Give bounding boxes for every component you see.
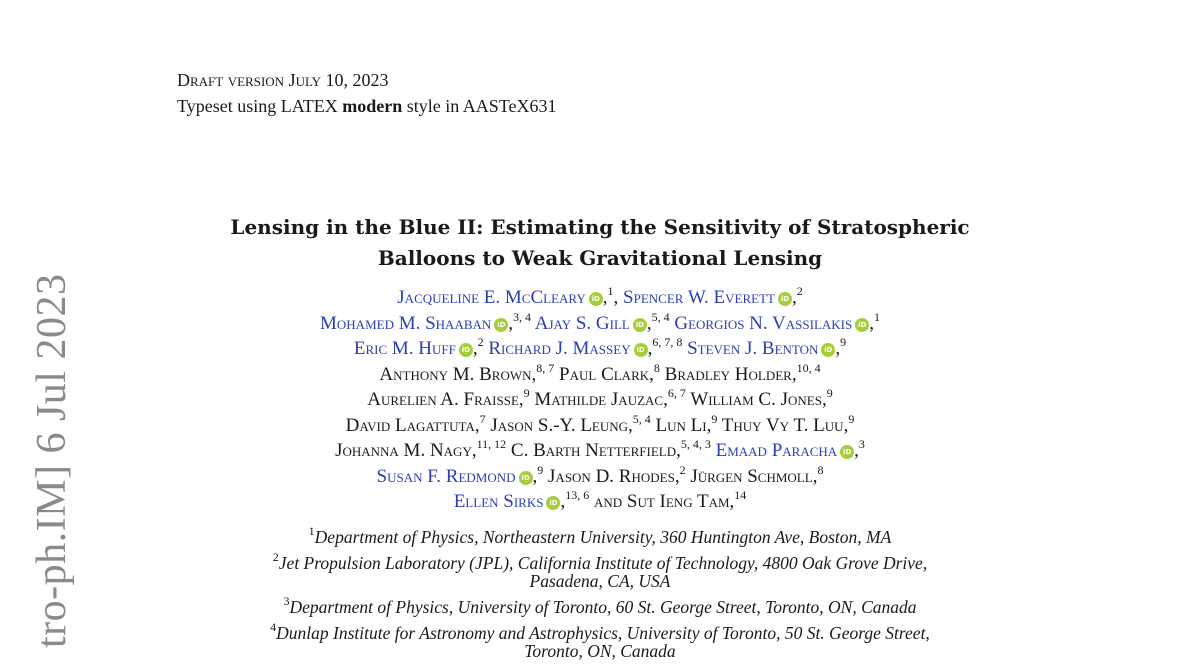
orcid-icon[interactable]: iD: [821, 343, 835, 357]
author-name[interactable]: Richard J. Massey: [488, 338, 631, 359]
author-line: Aurelien A. Fraisse,$^9$ Mathilde Jauzac,$^{6, 7}$ William C. Jones,$^9$: [367, 386, 833, 410]
author-name[interactable]: Ellen Sirks: [453, 491, 544, 512]
author-name: William C. Jones: [690, 389, 822, 410]
author-name[interactable]: Jacqueline E. McCleary: [397, 287, 586, 308]
affiliation-mark: 8: [817, 462, 824, 477]
affiliation-mark: 6, 7, 8: [652, 335, 683, 349]
author-name: Mathilde Jauzac: [534, 389, 664, 410]
typeset-suffix: style in AASTeX631: [402, 96, 557, 116]
author-line: David Lagattuta,$^7$ Jason S.-Y. Leung,$^{5, 4}$ Lun Li,$^9$ Thuy Vy T. Luu,$^9$: [345, 411, 855, 436]
author-name[interactable]: Emaad Paracha: [715, 440, 838, 461]
author-name[interactable]: Mohamed M. Shaaban: [320, 312, 492, 334]
author-name: Jürgen Schmoll: [690, 465, 813, 487]
affiliation-mark: 9: [826, 386, 833, 400]
author-line: Eric M. Huff iD ,$^2$ Richard J. Massey iD ,$^{6, 7, 8}$ Steven J. Benton iD ,$^9$: [353, 335, 847, 359]
orcid-icon[interactable]: iD: [494, 318, 508, 332]
affiliation-number: 2: [272, 550, 279, 564]
typeset-prefix: Typeset using: [177, 96, 281, 116]
author-separator: ,: [613, 287, 624, 308]
affiliation: [150, 594, 1050, 617]
author-name[interactable]: Eric M. Huff: [353, 338, 456, 359]
author-separator: and: [589, 491, 627, 512]
author-line: Ellen Sirks iD ,$^{13, 6}$ and Sut Ieng Tam,$^{14}$: [453, 488, 747, 512]
author-name[interactable]: Ajay S. Gill: [534, 312, 630, 334]
affiliation-number: 3: [283, 594, 290, 608]
author-line: Johanna M. Nagy,$^{11, 12}$ C. Barth Netterfield,$^{5, 4, 3}$ Emaad Paracha iD ,$^3$: [335, 437, 865, 461]
affiliation-text: Jet Propulsion Laboratory (JPL), California Institute of Technology, 4800 Oak Grove Drive, Pasadena, CA, USA: [278, 553, 928, 591]
orcid-icon[interactable]: iD: [778, 292, 792, 306]
title-line-1: Lensing in the Blue II: Estimating the Sensitivity of Stratospheric: [230, 215, 970, 239]
affiliation-mark: 2: [477, 335, 484, 349]
author-line: Jacqueline E. McCleary iD ,$^1$, Spencer W. Everett iD ,$^2$: [397, 284, 803, 308]
orcid-icon[interactable]: iD: [589, 292, 603, 306]
author-line: Mohamed M. Shaaban iD ,$^{3, 4}$ Ajay S. Gill iD ,$^{5, 4}$ Georgios N. Vassilakis iD ,$^1$: [320, 309, 880, 334]
style-name: modern: [342, 96, 403, 116]
affiliation-mark: 11, 12: [476, 437, 507, 451]
orcid-icon[interactable]: iD: [840, 445, 854, 459]
orcid-icon[interactable]: iD: [634, 343, 648, 357]
author-name[interactable]: Spencer W. Everett: [623, 287, 775, 308]
affiliation-text: Department of Physics, University of Toronto, 60 St. George Street, Toronto, ON, Canada: [289, 597, 917, 617]
author-line: Anthony M. Brown,$^{8, 7}$ Paul Clark,$^8$ Bradley Holder,$^{10, 4}$: [379, 360, 821, 385]
affiliation-number: 1: [308, 524, 315, 538]
affiliation-number: 4: [270, 620, 277, 634]
arxiv-identifier: tro-ph.IM] 6 Jul 2023: [29, 273, 75, 648]
affiliation-mark: 8: [653, 360, 660, 375]
affiliation-mark: 14: [734, 488, 747, 502]
author-name: Paul Clark: [559, 363, 650, 385]
author-name: Lun Li: [655, 414, 707, 436]
author-name: Jason S.-Y. Leung: [490, 414, 629, 436]
affiliation-mark: 9: [537, 462, 544, 477]
title-line-2: Balloons to Weak Gravitational Lensing: [377, 246, 823, 270]
affiliation-mark: 2: [796, 284, 803, 298]
affiliation-mark: 1: [607, 284, 614, 298]
affiliation-mark: 9: [711, 411, 718, 426]
author-name[interactable]: Susan F. Redmond: [376, 465, 516, 487]
author-name[interactable]: Georgios N. Vassilakis: [674, 312, 853, 334]
latex-logo: LATEX: [280, 96, 338, 116]
affiliation-mark: 5, 4: [632, 411, 651, 426]
affiliation-mark: 9: [848, 411, 855, 426]
affiliation-mark: 9: [840, 335, 847, 349]
orcid-icon[interactable]: iD: [519, 471, 533, 485]
affiliation-mark: 8, 7: [536, 360, 555, 375]
author-line: Susan F. Redmond iD ,$^9$ Jason D. Rhodes,$^2$ Jürgen Schmoll,$^8$: [376, 462, 824, 487]
orcid-icon[interactable]: iD: [855, 318, 869, 332]
author-name: Johanna M. Nagy: [335, 440, 472, 461]
author-list: [150, 285, 1050, 515]
author-name: Sut Ieng Tam: [626, 491, 730, 512]
affiliation-mark: 13, 6: [565, 488, 590, 502]
affiliation-text: Department of Physics, Northeastern University, 360 Huntington Ave, Boston, MA: [314, 527, 892, 547]
author-name: C. Barth Netterfield: [510, 440, 677, 461]
affiliation: [150, 550, 1050, 591]
affiliation-mark: 5, 4: [651, 309, 670, 324]
draft-version: Draft version July 10, 2023: [177, 70, 389, 90]
affiliation-mark: 3: [858, 437, 865, 451]
affiliation-mark: 7: [479, 411, 486, 426]
affiliation-mark: 10, 4: [796, 360, 821, 375]
affiliation-mark: 9: [523, 386, 530, 400]
author-name: Jason D. Rhodes: [548, 465, 675, 487]
affiliation: [150, 620, 1050, 661]
affiliation-mark: 5, 4, 3: [680, 437, 711, 451]
affiliation-mark: 2: [679, 462, 686, 477]
orcid-icon[interactable]: iD: [633, 318, 647, 332]
affiliation-mark: 6, 7: [667, 386, 686, 400]
author-name: Bradley Holder: [664, 363, 792, 385]
author-name: Aurelien A. Fraisse: [367, 389, 519, 410]
orcid-icon[interactable]: iD: [459, 343, 473, 357]
draft-header: [177, 67, 556, 119]
affiliation-text: Dunlap Institute for Astronomy and Astrophysics, University of Toronto, 50 St. George Street, Toronto, ON, Canada: [276, 623, 930, 661]
paper-title: [200, 212, 1000, 274]
typeset-line: [177, 93, 556, 119]
author-name: Anthony M. Brown: [379, 363, 532, 385]
affiliation-mark: 3, 4: [513, 309, 532, 324]
affiliation-mark: 1: [873, 309, 880, 324]
affiliation-list: [150, 524, 1050, 668]
author-name: David Lagattuta: [345, 414, 475, 436]
author-name: Thuy Vy T. Luu: [721, 414, 844, 436]
affiliation: [150, 524, 1050, 547]
orcid-icon[interactable]: iD: [546, 496, 560, 510]
author-name[interactable]: Steven J. Benton: [687, 338, 819, 359]
